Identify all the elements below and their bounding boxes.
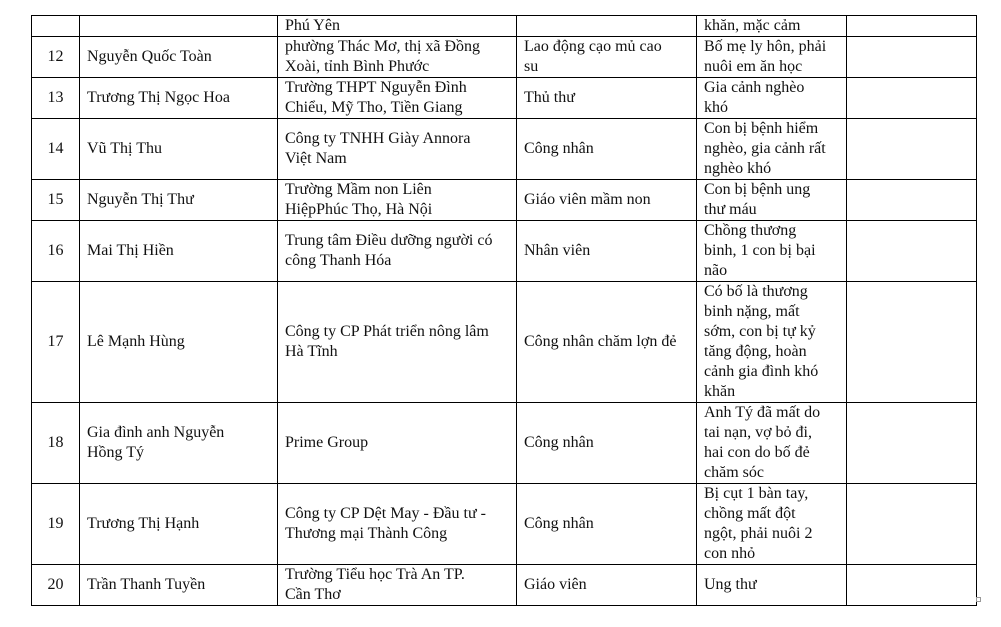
workplace: Trường THPT Nguyễn Đình Chiểu, Mỹ Tho, Tiền Giang <box>278 78 517 119</box>
extra-cell <box>847 16 977 37</box>
table-row <box>32 119 977 180</box>
person-name: Lê Mạnh Hùng <box>80 282 278 403</box>
circumstance: Con bị bệnh ung thư máu <box>697 180 847 221</box>
occupation: Lao động cạo mủ cao su <box>517 37 697 78</box>
occupation: Nhân viên <box>517 221 697 282</box>
row-number: 15 <box>32 180 80 221</box>
person-name: Trương Thị Hạnh <box>80 484 278 565</box>
extra-cell <box>847 403 977 484</box>
table-row <box>32 484 977 565</box>
row-number: 14 <box>32 119 80 180</box>
table-row <box>32 403 977 484</box>
circumstance: Con bị bệnh hiểm nghèo, gia cảnh rất nghèo khó <box>697 119 847 180</box>
person-name: Trần Thanh Tuyền <box>80 565 278 606</box>
workplace: Trường Mầm non Liên HiệpPhúc Thọ, Hà Nội <box>278 180 517 221</box>
person-name: Nguyễn Thị Thư <box>80 180 278 221</box>
extra-cell <box>847 37 977 78</box>
circumstance: Có bố là thương binh nặng, mất sớm, con bị tự kỷ tăng động, hoàn cảnh gia đình khó khăn <box>697 282 847 403</box>
circumstance: Chồng thương binh, 1 con bị bại não <box>697 221 847 282</box>
circumstance: khăn, mặc cảm <box>697 16 847 37</box>
occupation: Thủ thư <box>517 78 697 119</box>
extra-cell <box>847 282 977 403</box>
person-name: Vũ Thị Thu <box>80 119 278 180</box>
row-number: 16 <box>32 221 80 282</box>
person-name: Trương Thị Ngọc Hoa <box>80 78 278 119</box>
circumstance: Anh Tý đã mất do tai nạn, vợ bỏ đi, hai con do bố đẻ chăm sóc <box>697 403 847 484</box>
occupation: Công nhân chăm lợn đẻ <box>517 282 697 403</box>
row-number: 20 <box>32 565 80 606</box>
recipients-table <box>31 15 977 606</box>
table-row <box>32 565 977 606</box>
table-row <box>32 37 977 78</box>
occupation <box>517 16 697 37</box>
table-row <box>32 180 977 221</box>
row-number: 19 <box>32 484 80 565</box>
extra-cell <box>847 221 977 282</box>
person-name <box>80 16 278 37</box>
workplace: Công ty TNHH Giày Annora Việt Nam <box>278 119 517 180</box>
workplace: Prime Group <box>278 403 517 484</box>
workplace: Công ty CP Dệt May - Đầu tư - Thương mại Thành Công <box>278 484 517 565</box>
extra-cell <box>847 78 977 119</box>
person-name: Mai Thị Hiền <box>80 221 278 282</box>
table-resize-handle[interactable] <box>976 597 981 602</box>
workplace: phường Thác Mơ, thị xã Đồng Xoài, tỉnh Bình Phước <box>278 37 517 78</box>
row-number: 18 <box>32 403 80 484</box>
occupation: Giáo viên mầm non <box>517 180 697 221</box>
row-number: 13 <box>32 78 80 119</box>
workplace: Công ty CP Phát triển nông lâm Hà Tĩnh <box>278 282 517 403</box>
occupation: Giáo viên <box>517 565 697 606</box>
circumstance: Gia cảnh nghèo khó <box>697 78 847 119</box>
workplace: Trường Tiểu học Trà An TP. Cần Thơ <box>278 565 517 606</box>
extra-cell <box>847 565 977 606</box>
person-name: Nguyễn Quốc Toàn <box>80 37 278 78</box>
workplace: Phú Yên <box>278 16 517 37</box>
row-number <box>32 16 80 37</box>
table-row <box>32 282 977 403</box>
extra-cell <box>847 119 977 180</box>
person-name: Gia đình anh Nguyễn Hồng Tý <box>80 403 278 484</box>
occupation: Công nhân <box>517 403 697 484</box>
occupation: Công nhân <box>517 119 697 180</box>
table-row <box>32 221 977 282</box>
row-number: 12 <box>32 37 80 78</box>
extra-cell <box>847 484 977 565</box>
table-row <box>32 78 977 119</box>
workplace: Trung tâm Điều dưỡng người có công Thanh Hóa <box>278 221 517 282</box>
row-number: 17 <box>32 282 80 403</box>
circumstance: Bố mẹ ly hôn, phải nuôi em ăn học <box>697 37 847 78</box>
occupation: Công nhân <box>517 484 697 565</box>
extra-cell <box>847 180 977 221</box>
circumstance: Ung thư <box>697 565 847 606</box>
circumstance: Bị cụt 1 bàn tay, chồng mất đột ngột, phải nuôi 2 con nhỏ <box>697 484 847 565</box>
table-row <box>32 16 977 37</box>
